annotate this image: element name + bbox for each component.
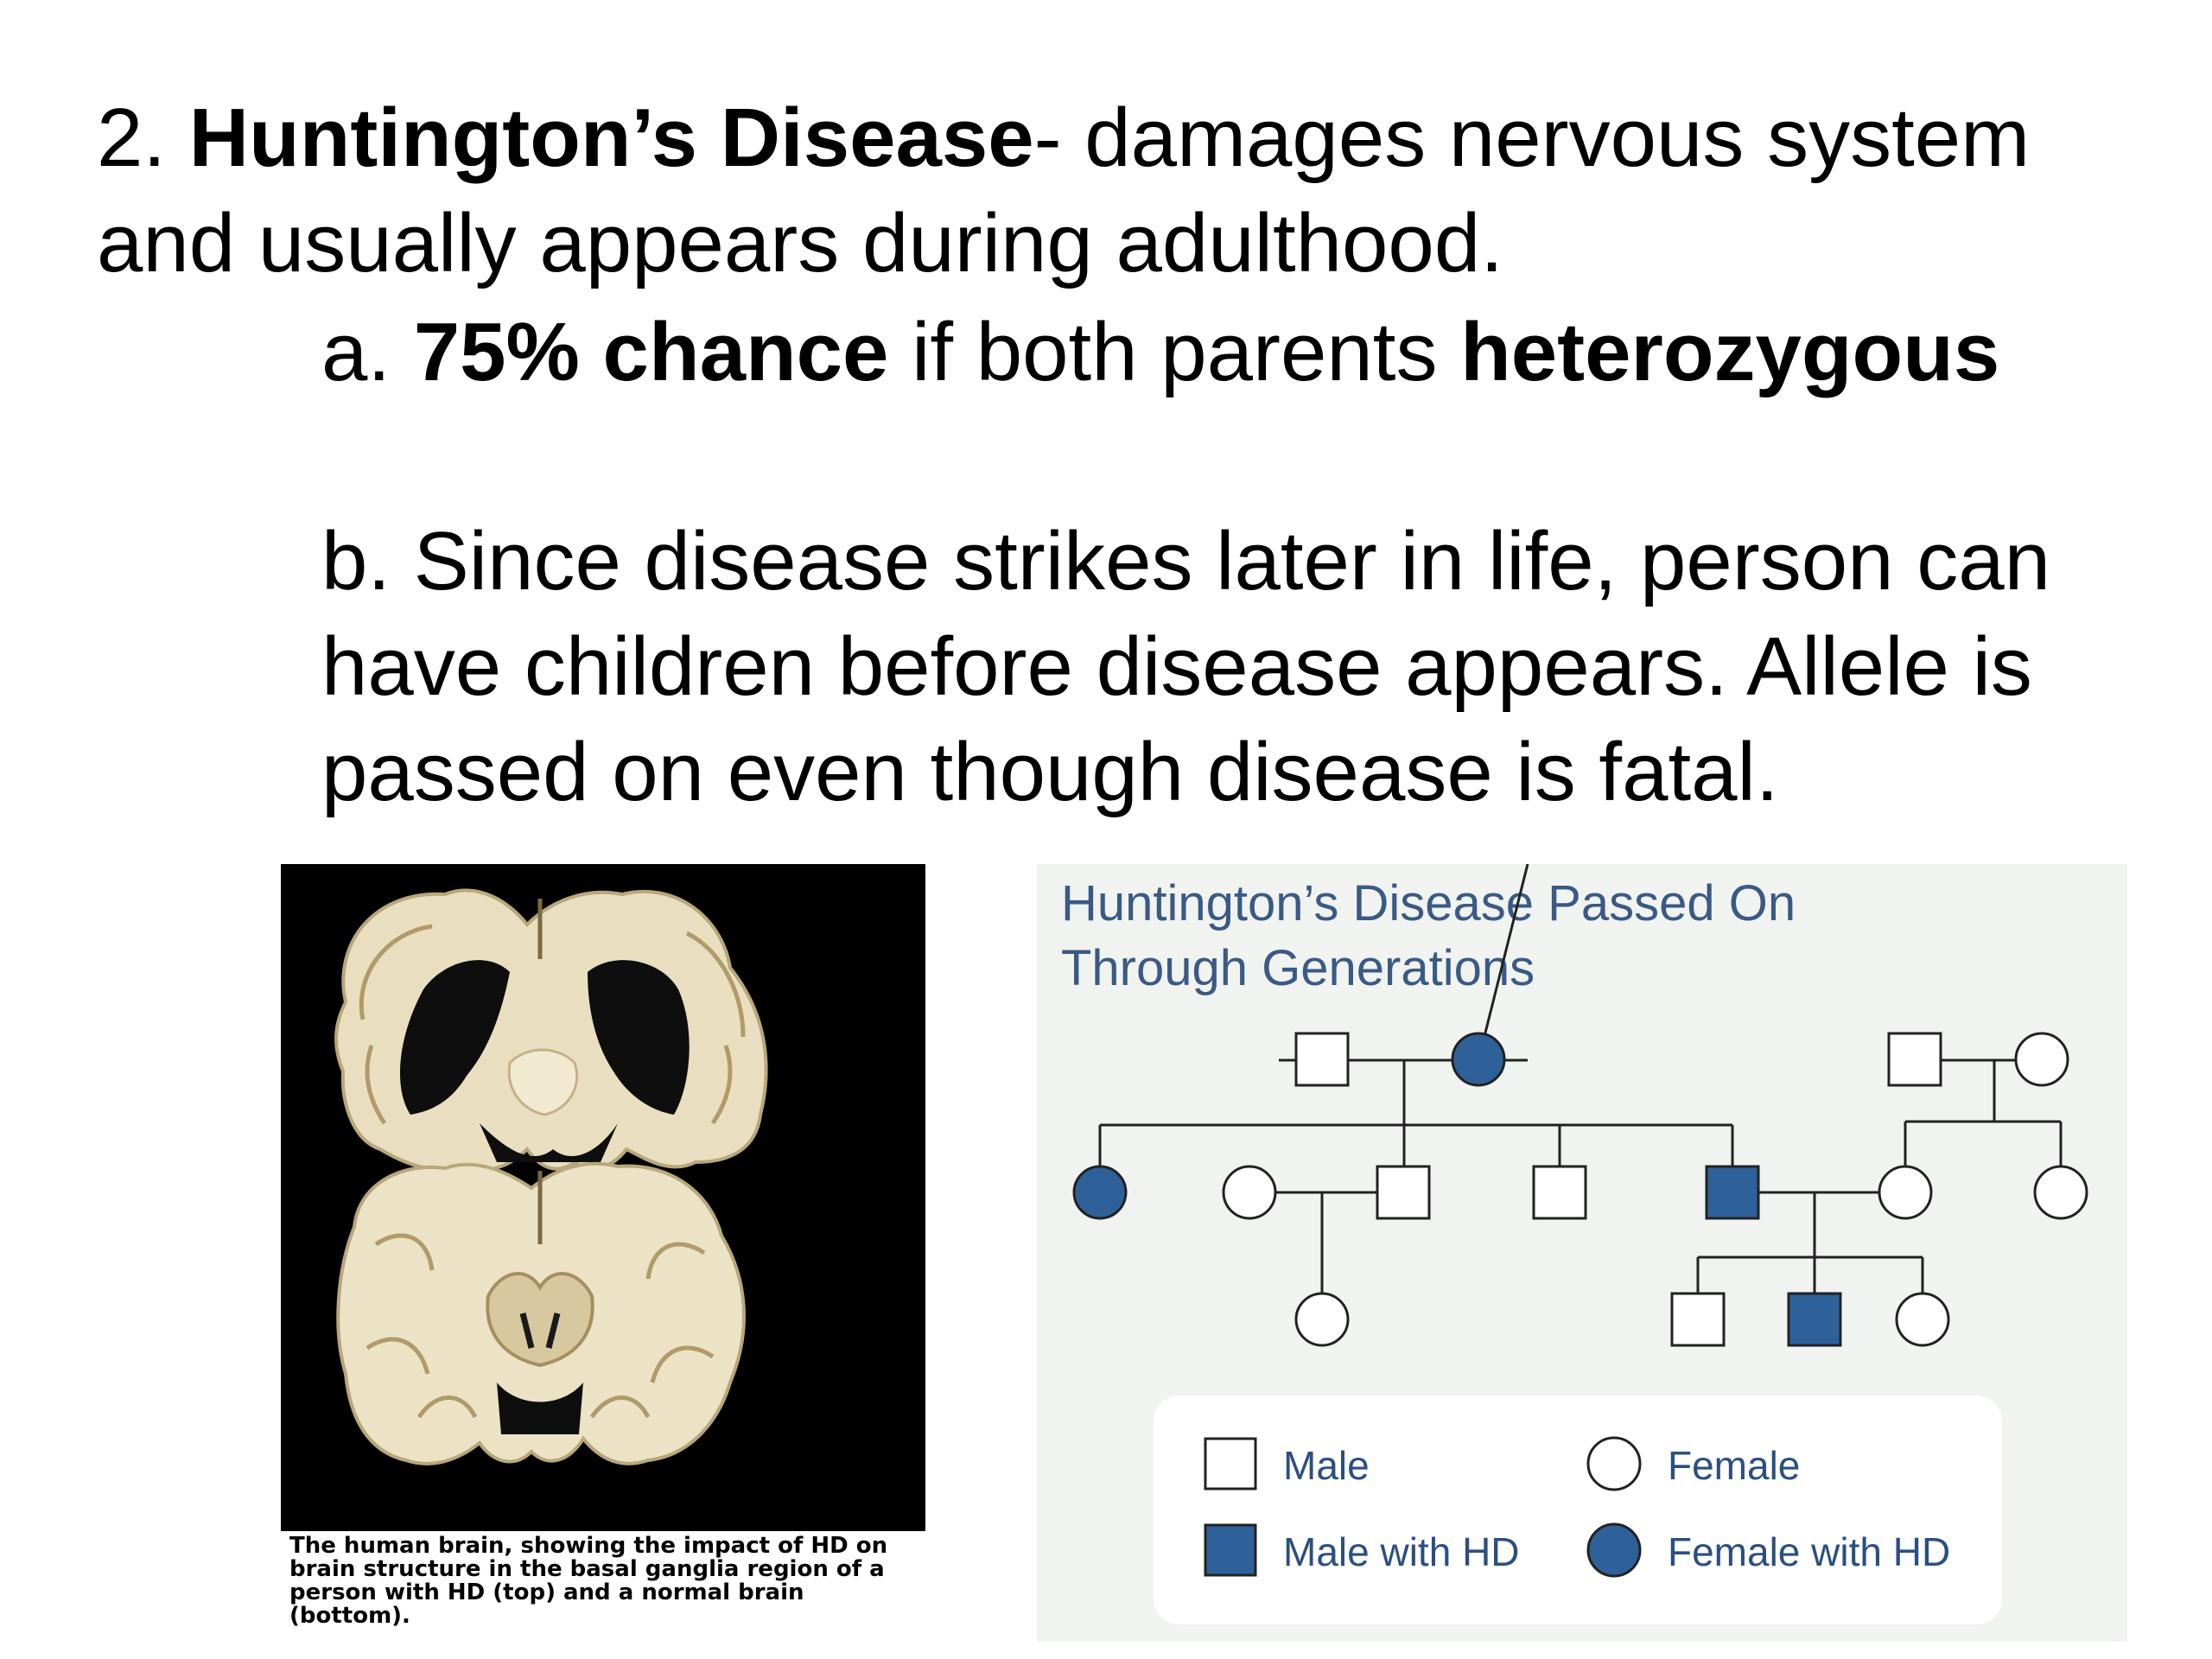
legend-female-hd-label: Female with HD: [1668, 1529, 1951, 1574]
point-b-line-2: have children before disease appears. Allele is: [321, 620, 2032, 713]
pedigree-male: [1889, 1033, 1941, 1085]
pedigree-male-hd: [1707, 1166, 1758, 1218]
heading-line-2: and usually appears during adulthood.: [97, 197, 1503, 289]
legend-male-label: Male: [1283, 1443, 1370, 1488]
legend-male-hd-symbol: [1205, 1525, 1255, 1575]
pedigree-male: [1296, 1033, 1348, 1085]
pedigree-female: [2035, 1166, 2087, 1218]
pedigree-male-hd: [1789, 1294, 1840, 1345]
pedigree-title-line-2: Through Generations: [1061, 940, 1535, 996]
legend-female-label: Female: [1668, 1443, 1801, 1488]
pedigree-female-hd: [1074, 1166, 1126, 1218]
legend-male-symbol: [1205, 1439, 1255, 1489]
pedigree-chart: [1037, 864, 2127, 1642]
legend-female-hd-symbol: [1588, 1524, 1640, 1576]
pedigree-female-hd: [1452, 1033, 1504, 1085]
pedigree-male: [1534, 1166, 1586, 1218]
legend-female-symbol: [1588, 1438, 1640, 1490]
normal-brain-slice: [338, 1164, 744, 1464]
pedigree-female: [1879, 1166, 1931, 1218]
point-a: a. 75% chance if both parents heterozygous: [321, 306, 2000, 398]
hd-brain-slice: [336, 890, 766, 1169]
pedigree-female: [1224, 1166, 1275, 1218]
pedigree-male: [1377, 1166, 1429, 1218]
legend-male-hd-label: Male with HD: [1283, 1529, 1520, 1574]
disease-name: Huntington’s Disease: [188, 92, 1034, 184]
point-b-line-1: b. Since disease strikes later in life, person can: [321, 515, 2050, 607]
pedigree-female: [1897, 1294, 1948, 1345]
pedigree-connector-lines: [1100, 864, 2061, 1318]
pedigree-female: [1296, 1294, 1348, 1345]
pedigree-legend: [1154, 1395, 2002, 1624]
pedigree-female: [2016, 1033, 2068, 1085]
brain-photo: [281, 864, 925, 1531]
heading-line-1: 2. Huntington’s Disease- damages nervous system: [97, 92, 2031, 184]
brain-caption: The human brain, showing the impact of HD on brain structure in the basal ganglia region of a person with HD (top) and a normal brain (bottom).: [289, 1533, 888, 1629]
point-b-line-3: passed on even though disease is fatal.: [321, 726, 1779, 818]
pedigree-title-line-1: Huntington’s Disease Passed On: [1061, 875, 1796, 931]
pedigree-male: [1672, 1294, 1724, 1345]
